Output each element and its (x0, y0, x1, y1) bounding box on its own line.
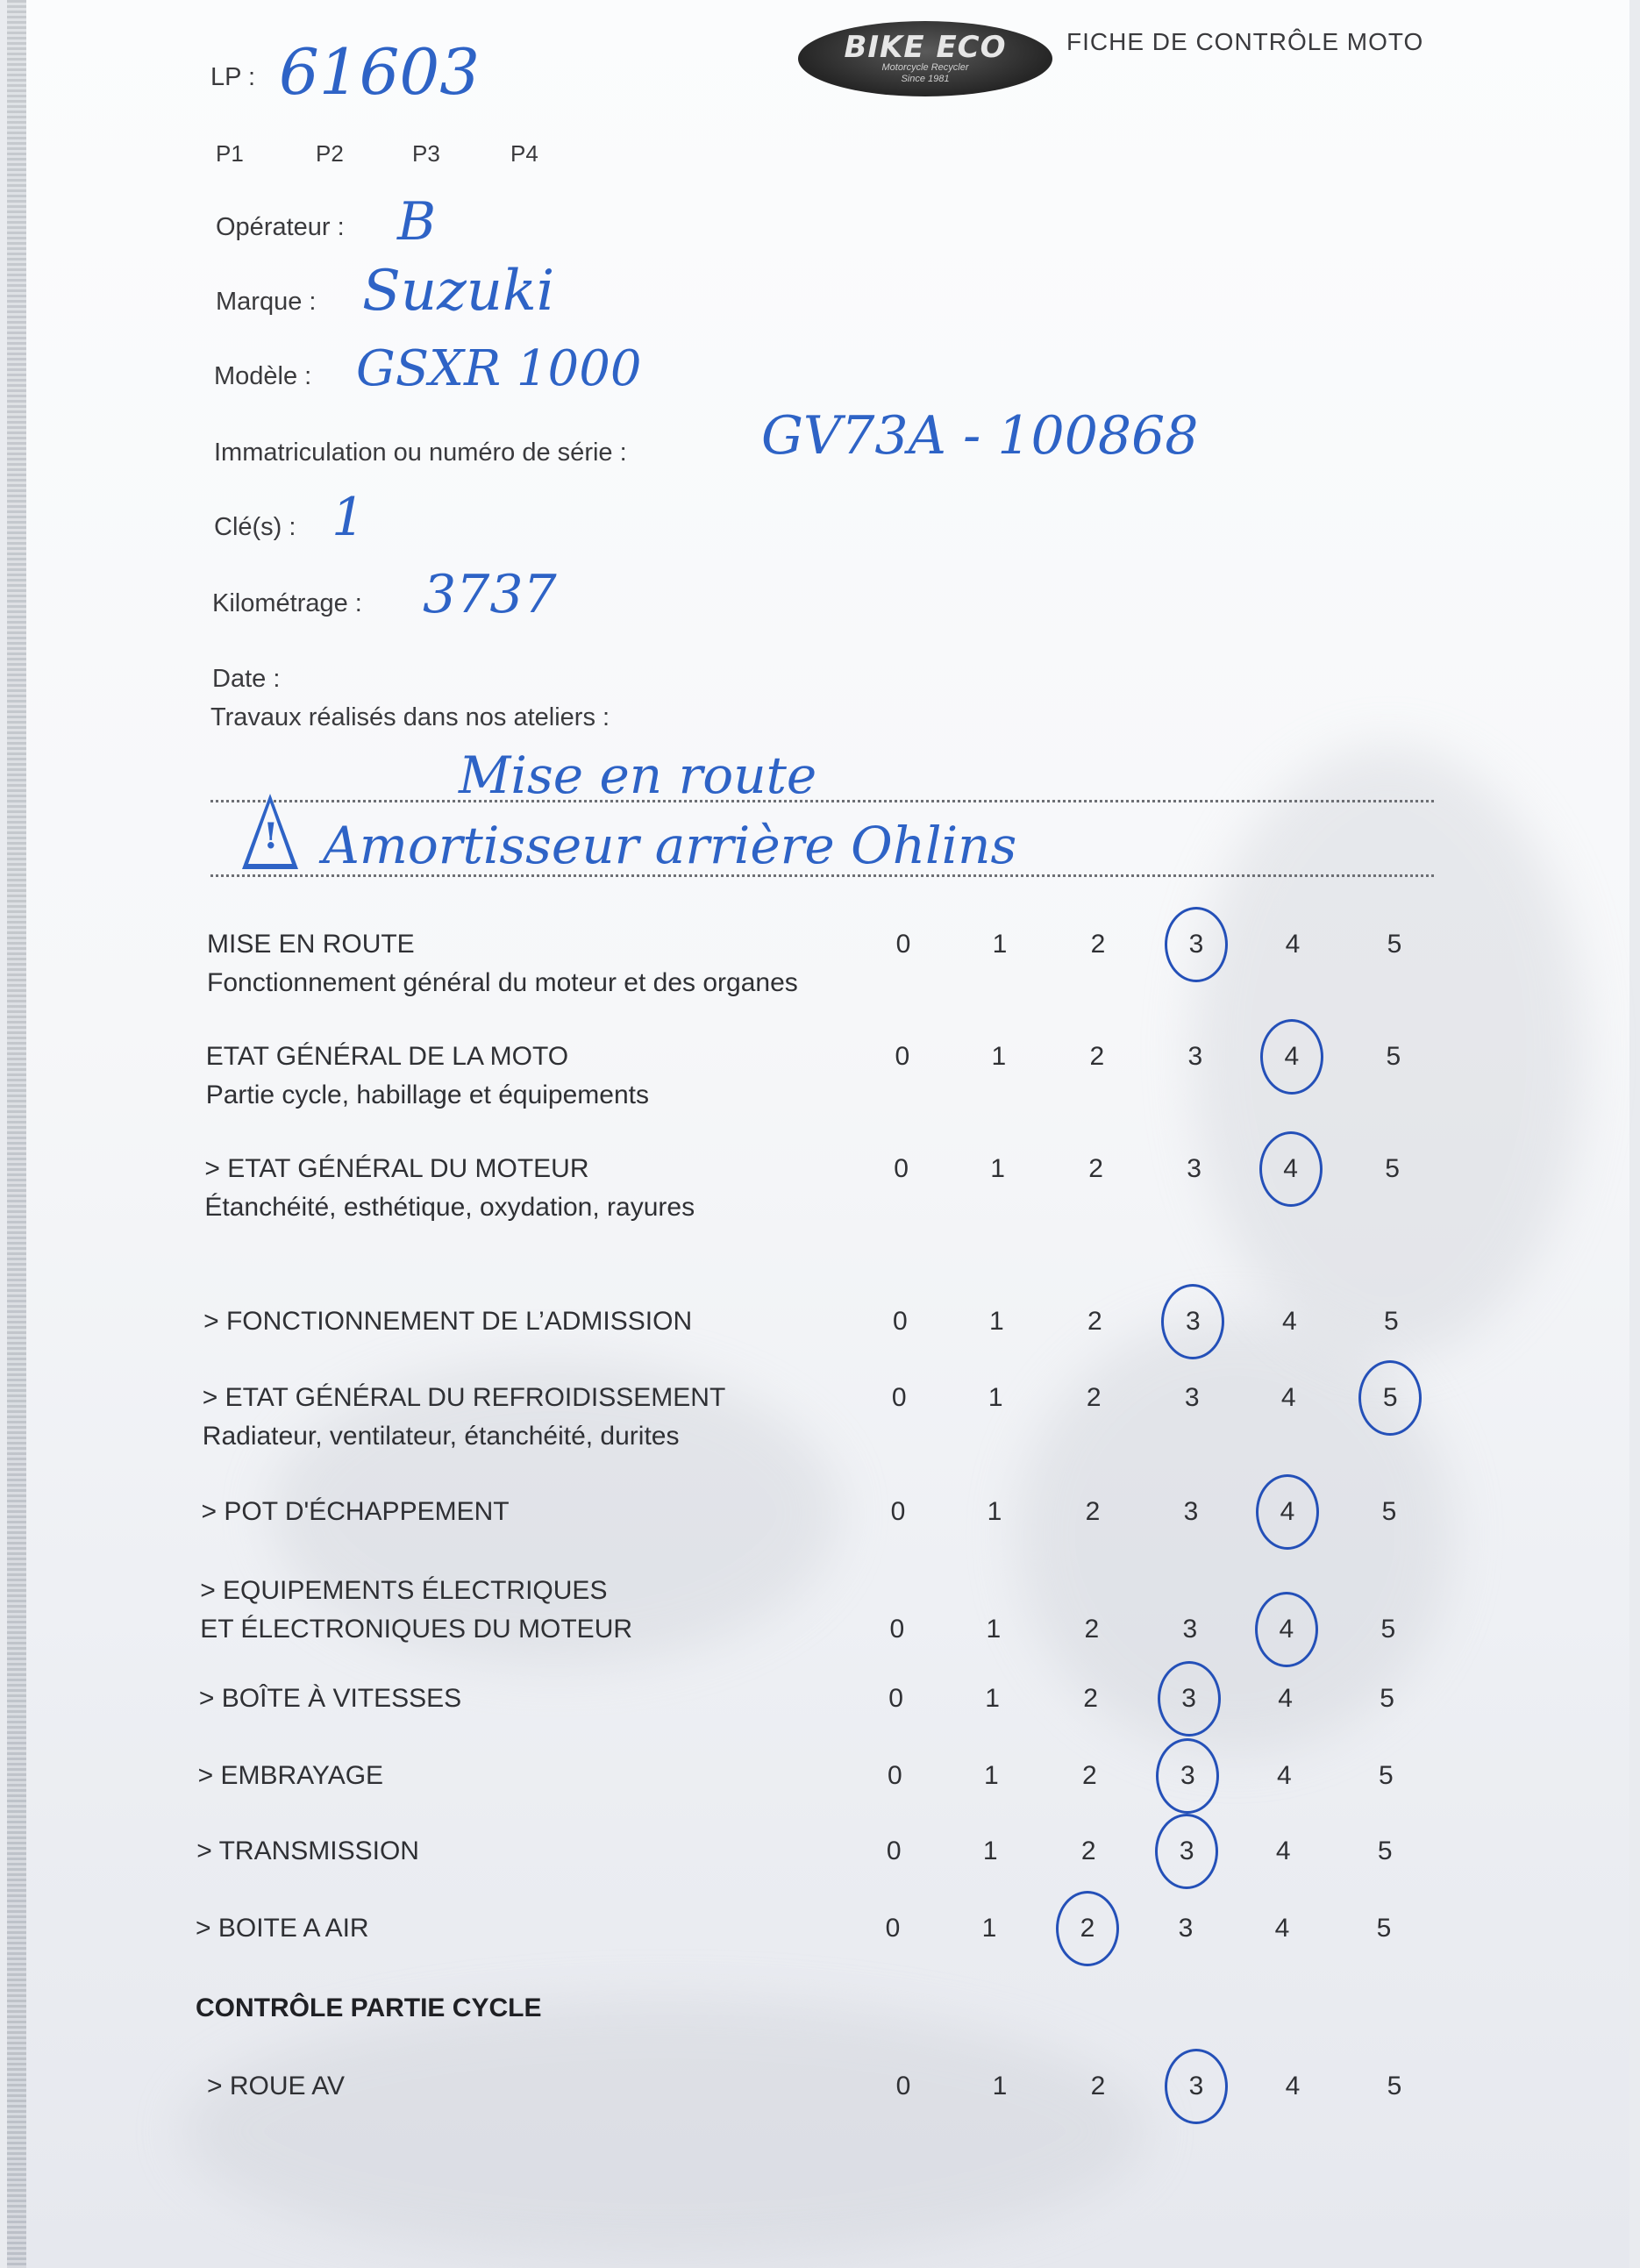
selected-score-circle (1165, 2049, 1228, 2124)
cles-value[interactable]: 1 (332, 487, 366, 548)
p4-label[interactable]: P4 (510, 140, 538, 167)
score-option-1[interactable]: 1 (991, 1042, 1007, 1071)
score-option-5[interactable]: 5 (1380, 1615, 1396, 1644)
marque-label: Marque : (216, 288, 317, 316)
check-title: > EQUIPEMENTS ÉLECTRIQUES (200, 1576, 608, 1605)
travaux-label: Travaux réalisés dans nos ateliers : (210, 703, 610, 731)
check-title: > TRANSMISSION (196, 1837, 419, 1865)
operateur-value[interactable]: B (397, 191, 437, 253)
check-subtitle: Étanchéité, esthétique, oxydation, rayures (204, 1193, 695, 1222)
check-title: > POT D'ÉCHAPPEMENT (201, 1497, 510, 1526)
p3-label[interactable]: P3 (412, 140, 440, 167)
score-option-2[interactable]: 2 (1090, 930, 1106, 959)
score-option-1[interactable]: 1 (990, 1154, 1005, 1183)
cles-label: Clé(s) : (214, 513, 296, 541)
score-option-5[interactable]: 5 (1386, 1042, 1401, 1071)
travaux-line-2 (210, 874, 1434, 877)
km-label: Kilométrage : (212, 589, 362, 617)
logo-brand: BIKE ECO (844, 30, 1007, 65)
marque-value[interactable]: Suzuki (362, 259, 555, 324)
score-option-4[interactable]: 4 (1278, 1684, 1293, 1713)
score-option-5[interactable]: 5 (1387, 930, 1402, 959)
check-title: > ETAT GÉNÉRAL DU MOTEUR (204, 1154, 589, 1183)
score-option-4[interactable]: 4 (1284, 1042, 1300, 1071)
score-option-5[interactable]: 5 (1382, 1383, 1398, 1412)
score-option-0[interactable]: 0 (894, 1154, 909, 1183)
immat-value[interactable]: GV73A - 100868 (761, 405, 1199, 467)
score-option-3[interactable]: 3 (1183, 1497, 1199, 1526)
score-option-2[interactable]: 2 (1085, 1497, 1101, 1526)
form-sheet (7, 0, 1629, 2268)
score-option-5[interactable]: 5 (1376, 1914, 1392, 1943)
score-option-3[interactable]: 3 (1187, 1042, 1203, 1071)
score-option-2[interactable]: 2 (1090, 2072, 1106, 2100)
check-subtitle: ET ÉLECTRONIQUES DU MOTEUR (200, 1615, 633, 1644)
score-option-4[interactable]: 4 (1280, 1383, 1296, 1412)
lp-value[interactable]: 61603 (279, 35, 481, 109)
bike-eco-logo (798, 21, 1052, 96)
score-option-2[interactable]: 2 (1084, 1615, 1100, 1644)
score-option-5[interactable]: 5 (1384, 1307, 1399, 1336)
score-option-3[interactable]: 3 (1187, 1154, 1201, 1183)
score-option-2[interactable]: 2 (1080, 1837, 1096, 1865)
score-option-1[interactable]: 1 (981, 1914, 997, 1943)
selected-score-circle (1158, 1661, 1221, 1737)
score-option-2[interactable]: 2 (1089, 1042, 1105, 1071)
selected-score-circle (1256, 1474, 1319, 1550)
score-option-3[interactable]: 3 (1182, 1615, 1198, 1644)
score-option-3[interactable]: 3 (1186, 1307, 1201, 1336)
check-title: > EMBRAYAGE (197, 1761, 384, 1790)
score-option-3[interactable]: 3 (1179, 1837, 1194, 1865)
form-title: FICHE DE CONTRÔLE MOTO (1066, 28, 1424, 55)
score-option-5[interactable]: 5 (1380, 1684, 1394, 1713)
logo-tagline-2: Since 1981 (901, 74, 950, 84)
section-cycle-title: CONTRÔLE PARTIE CYCLE (196, 1993, 542, 2022)
check-title: > BOITE A AIR (196, 1914, 369, 1943)
check-title: > FONCTIONNEMENT DE L’ADMISSION (203, 1307, 693, 1336)
selected-score-circle (1056, 1891, 1119, 1966)
score-option-4[interactable]: 4 (1285, 2072, 1301, 2100)
score-option-4[interactable]: 4 (1283, 1154, 1298, 1183)
score-option-3[interactable]: 3 (1181, 1684, 1196, 1713)
score-option-1[interactable]: 1 (988, 1383, 1003, 1412)
score-option-2[interactable]: 2 (1083, 1684, 1098, 1713)
score-option-1[interactable]: 1 (986, 1615, 1002, 1644)
score-option-1[interactable]: 1 (989, 1307, 1004, 1336)
score-option-2[interactable]: 2 (1086, 1383, 1102, 1412)
score-option-4[interactable]: 4 (1280, 1497, 1295, 1526)
warning-mark-icon: ! (263, 816, 279, 857)
score-option-1[interactable]: 1 (984, 1761, 999, 1790)
score-option-5[interactable]: 5 (1387, 2072, 1402, 2100)
score-option-0[interactable]: 0 (885, 1914, 901, 1943)
p2-label[interactable]: P2 (316, 140, 344, 167)
score-option-0[interactable]: 0 (890, 1497, 906, 1526)
score-option-5[interactable]: 5 (1377, 1837, 1393, 1865)
score-option-1[interactable]: 1 (992, 930, 1008, 959)
score-option-0[interactable]: 0 (893, 1307, 908, 1336)
score-option-1[interactable]: 1 (987, 1497, 1002, 1526)
score-option-2[interactable]: 2 (1082, 1761, 1097, 1790)
selected-score-circle (1155, 1814, 1218, 1889)
logo-tagline-1: Motorcycle Recycler (881, 62, 969, 73)
score-option-4[interactable]: 4 (1285, 930, 1301, 959)
score-option-4[interactable]: 4 (1279, 1615, 1294, 1644)
check-title: > BOÎTE À VITESSES (198, 1684, 462, 1713)
operateur-label: Opérateur : (216, 213, 345, 241)
score-option-3[interactable]: 3 (1178, 1914, 1194, 1943)
selected-score-circle (1165, 907, 1228, 982)
score-option-4[interactable]: 4 (1275, 1837, 1291, 1865)
check-title: ETAT GÉNÉRAL DE LA MOTO (205, 1042, 569, 1071)
score-option-5[interactable]: 5 (1385, 1154, 1400, 1183)
sheet-edge (7, 0, 26, 2268)
score-option-5[interactable]: 5 (1381, 1497, 1397, 1526)
modele-label: Modèle : (214, 362, 312, 390)
score-option-0[interactable]: 0 (895, 2072, 911, 2100)
selected-score-circle (1260, 1019, 1323, 1095)
travaux-line-1 (210, 800, 1434, 802)
score-option-3[interactable]: 3 (1188, 930, 1204, 959)
check-subtitle: Radiateur, ventilateur, étanchéité, durites (202, 1422, 680, 1451)
score-option-4[interactable]: 4 (1282, 1307, 1297, 1336)
check-subtitle: Fonctionnement général du moteur et des organes (207, 968, 798, 997)
score-option-3[interactable]: 3 (1188, 2072, 1204, 2100)
score-option-3[interactable]: 3 (1184, 1383, 1200, 1412)
modele-value[interactable]: GSXR 1000 (356, 340, 642, 397)
selected-score-circle (1259, 1131, 1323, 1207)
selected-score-circle (1358, 1360, 1422, 1436)
km-value[interactable]: 3737 (423, 564, 557, 625)
score-option-2[interactable]: 2 (1080, 1914, 1095, 1943)
score-option-3[interactable]: 3 (1180, 1761, 1195, 1790)
date-label: Date : (212, 665, 281, 693)
score-option-5[interactable]: 5 (1379, 1761, 1394, 1790)
selected-score-circle (1156, 1738, 1219, 1814)
score-option-2[interactable]: 2 (1087, 1307, 1102, 1336)
score-option-1[interactable]: 1 (992, 2072, 1008, 2100)
score-option-1[interactable]: 1 (985, 1684, 1000, 1713)
p1-label[interactable]: P1 (216, 140, 244, 167)
travaux-line-2-text[interactable]: Amortisseur arrière Ohlins (323, 816, 1017, 875)
check-title: MISE EN ROUTE (207, 930, 415, 959)
score-option-0[interactable]: 0 (895, 930, 911, 959)
check-title: > ETAT GÉNÉRAL DU REFROIDISSEMENT (202, 1383, 726, 1412)
score-option-1[interactable]: 1 (982, 1837, 998, 1865)
immat-label: Immatriculation ou numéro de série : (214, 439, 627, 467)
selected-score-circle (1161, 1284, 1224, 1359)
score-option-0[interactable]: 0 (888, 1684, 903, 1713)
score-option-0[interactable]: 0 (889, 1615, 905, 1644)
travaux-line-1-text[interactable]: Mise en route (459, 745, 817, 805)
score-option-0[interactable]: 0 (886, 1837, 902, 1865)
lp-label: LP : (210, 63, 256, 91)
score-option-4[interactable]: 4 (1277, 1761, 1292, 1790)
score-option-0[interactable]: 0 (888, 1761, 902, 1790)
check-subtitle: Partie cycle, habillage et équipements (205, 1081, 649, 1109)
score-option-4[interactable]: 4 (1274, 1914, 1290, 1943)
score-option-2[interactable]: 2 (1088, 1154, 1103, 1183)
score-option-0[interactable]: 0 (891, 1383, 907, 1412)
score-option-0[interactable]: 0 (895, 1042, 910, 1071)
selected-score-circle (1255, 1592, 1318, 1667)
check-title: > ROUE AV (207, 2072, 346, 2100)
